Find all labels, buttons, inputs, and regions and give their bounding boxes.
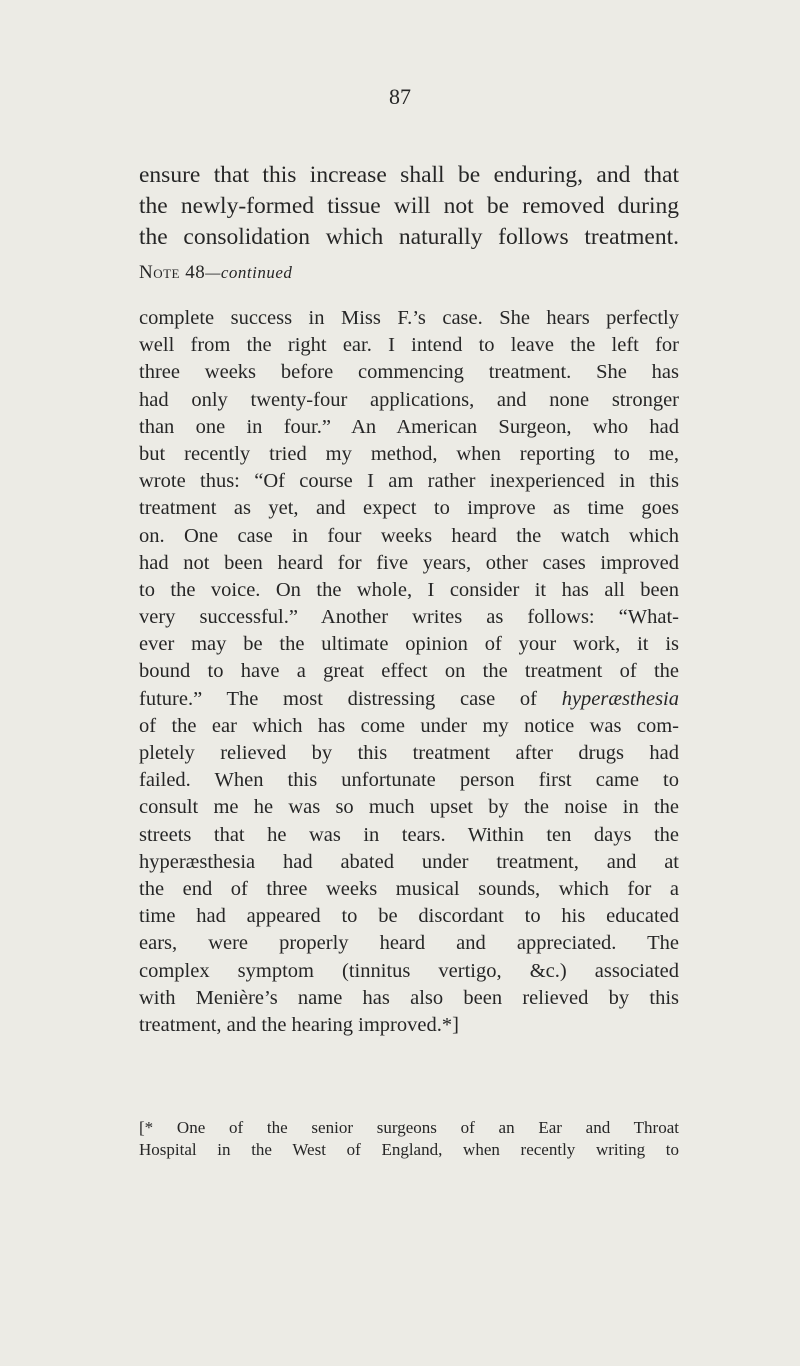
body-line: complete success in Miss F.’s case. She hears perfectly (139, 307, 679, 329)
footnote-line: Hospital in the West of England, when recently writing to (139, 1140, 679, 1159)
body-line: on. One case in four weeks heard the watch which (139, 524, 679, 547)
body-line-with-italic (139, 686, 679, 713)
body-line: had not been heard for five years, other cases improved (139, 551, 679, 574)
body-line: ears, were properly heard and appreciated. The (139, 932, 679, 955)
intro-paragraph (139, 160, 679, 253)
body-line: time had appeared to be discordant to his educated (139, 905, 679, 928)
body-line: treatment, and the hearing improved.*] (139, 1013, 459, 1036)
footnote-line: [* One of the senior surgeons of an Ear and Throat (139, 1118, 679, 1137)
intro-line: the newly-formed tissue will not be removed during (139, 193, 679, 219)
italic-term: hyperæsthesia (561, 687, 679, 710)
footnote (139, 1117, 679, 1161)
body-line: wrote thus: “Of course I am rather inexperienced in this (139, 470, 679, 493)
body-line-text: future.” The most distressing case of (139, 687, 538, 710)
body-line: streets that he was in tears. Within ten days the (139, 823, 679, 846)
body-line: to the voice. On the whole, I consider it has all been (139, 578, 679, 601)
note-body (139, 305, 679, 1039)
body-line: than one in four.” An American Surgeon, who had (139, 415, 679, 438)
body-line: complex symptom (tinnitus vertigo, &c.) associated (139, 959, 679, 982)
body-line: ever may be the ultimate opinion of your work, it is (139, 633, 679, 656)
note-continued: —continued (205, 263, 293, 282)
body-line: well from the right ear. I intend to leave the left for (139, 334, 679, 357)
note-heading (139, 262, 292, 284)
body-line: very successful.” Another writes as follows: “What- (139, 606, 679, 629)
body-line: hyperæsthesia had abated under treatment, and at (139, 850, 679, 873)
body-line: treatment as yet, and expect to improve as time goes (139, 497, 679, 520)
intro-line: the consolidation which naturally follows treatment. (139, 224, 679, 250)
body-line: with Menière’s name has also been relieved by this (139, 986, 679, 1009)
page-number: 87 (389, 84, 411, 109)
body-line: bound to have a great effect on the treatment of the (139, 660, 679, 683)
body-line: the end of three weeks musical sounds, which for a (139, 877, 679, 900)
body-line: but recently tried my method, when reporting to me, (139, 442, 679, 465)
body-line: three weeks before commencing treatment. She has (139, 361, 679, 384)
note-label: Note 48 (139, 262, 206, 283)
body-line: failed. When this unfortunate person first came to (139, 769, 679, 792)
body-line: pletely relieved by this treatment after drugs had (139, 742, 679, 764)
body-line: consult me he was so much upset by the noise in the (139, 796, 679, 819)
body-line: of the ear which has come under my notice was com- (139, 714, 679, 737)
body-line: had only twenty-four applications, and none stronger (139, 388, 679, 411)
intro-line: ensure that this increase shall be enduring, and that (139, 162, 679, 188)
